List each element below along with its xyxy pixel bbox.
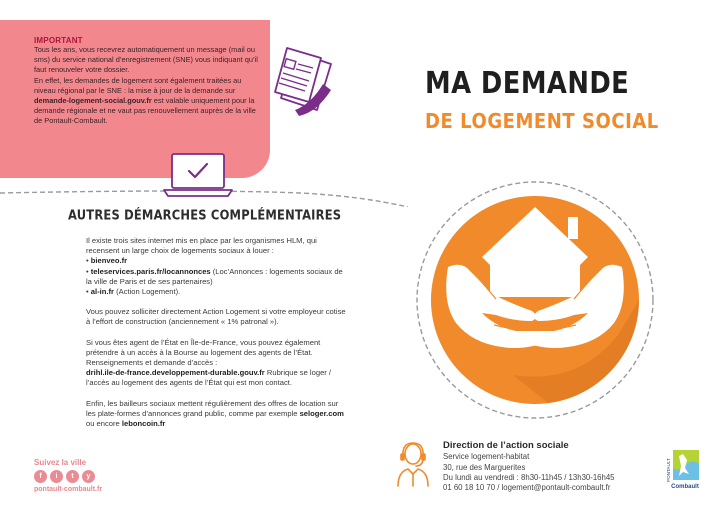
important-title: IMPORTANT: [34, 36, 83, 45]
sub-title: DE LOGEMENT SOCIAL: [425, 109, 659, 133]
follow-block: [34, 458, 102, 493]
drihl-link[interactable]: drihl.ile-de-france.developpement-durable.gouv.fr: [86, 368, 265, 378]
paragraph-sites: Il existe trois sites internet mis en place par les organismes HLM, qui recensent un large choix de logements sociaux à louer : • bienveo.fr • teleservices.paris.fr/locannonces (Loc’Annonces : logements sociaux de la ville de Paris et de ses partenaires) • al-in.fr (Action Logement).: [86, 236, 343, 297]
contact-address: 30, rue des Marguerites: [443, 462, 526, 472]
headset-agent-icon: [394, 440, 432, 488]
demande-logement-link[interactable]: demande-logement-social.gouv.fr: [34, 96, 152, 106]
contact-block: [443, 441, 615, 493]
contact-hours: Du lundi au vendredi : 8h30-11h45 / 13h30-16h45: [443, 472, 615, 482]
youtube-icon[interactable]: y: [82, 470, 95, 483]
follow-title: Suivez la ville: [34, 458, 87, 467]
leboncoin-link[interactable]: leboncoin.fr: [121, 419, 166, 429]
documents-icon: [265, 40, 345, 120]
facebook-icon[interactable]: f: [34, 470, 47, 483]
important-p1: Tous les ans, vous recevrez automatiquement un message (mail ou sms) du service national d’enregistrement (SNE) vous indiquant qu’il faut renouveler votre dossier.: [34, 45, 258, 75]
paragraph-bailleurs: Enfin, les bailleurs sociaux mettent régulièrement des offres de location sur les plate-formes d’annonces grand public, comme par exemple seloger.com ou encore leboncoin.fr: [86, 398, 344, 429]
body-text: [86, 236, 346, 439]
twitter-icon[interactable]: t: [66, 470, 79, 483]
contact-phone-email[interactable]: 01 60 18 10 70 / logement@pontault-combault.fr: [443, 483, 611, 493]
svg-text:Combault: Combault: [671, 484, 699, 490]
paragraph-agents-etat: Si vous êtes agent de l’État en Île-de-France, vous pouvez également prétendre à un accès à la Bourse au logement des agents de l’État. Renseignements et demande d’accès : drihl.ile-de-france.developpement-durable.gouv.fr Rubrique se loger / l’accès au logement des agents de l’État qui est mon contact.: [86, 337, 332, 388]
bienveo-link[interactable]: bienveo.fr: [90, 256, 128, 266]
city-logo: [661, 446, 705, 492]
section-title: AUTRES DÉMARCHES COMPLÉMENTAIRES: [68, 206, 342, 224]
website-link[interactable]: pontault-combault.fr: [34, 486, 103, 493]
contact-service: Service logement-habitat: [443, 452, 530, 462]
alin-link[interactable]: al-in.fr: [90, 287, 114, 297]
social-icons: [34, 470, 102, 483]
hands-house-illustration: [408, 175, 663, 425]
paragraph-action-logement: Vous pouvez solliciter directement Action Logement si votre employeur cotise à l’effort de construction (anciennement « 1% patronal »).: [86, 307, 346, 327]
important-p2: En effet, les demandes de logement sont également traitées au niveau régional par le SNE : la mise à jour de la demande sur demande-logement-social.gouv.fr est valable uniquement pour la demande régionale et ne vaut pas renouvellement auprès de la ville de Pontault-Combault.: [34, 75, 256, 126]
instagram-icon[interactable]: i: [50, 470, 63, 483]
teleservices-link[interactable]: teleservices.paris.fr/locannonces: [90, 266, 211, 276]
main-title: MA DEMANDE: [425, 66, 630, 101]
laptop-check-icon: [160, 150, 235, 200]
contact-title: Direction de l’action sociale: [443, 440, 569, 451]
svg-text:PONTAULT: PONTAULT: [666, 458, 671, 482]
seloger-link[interactable]: seloger.com: [299, 408, 344, 418]
